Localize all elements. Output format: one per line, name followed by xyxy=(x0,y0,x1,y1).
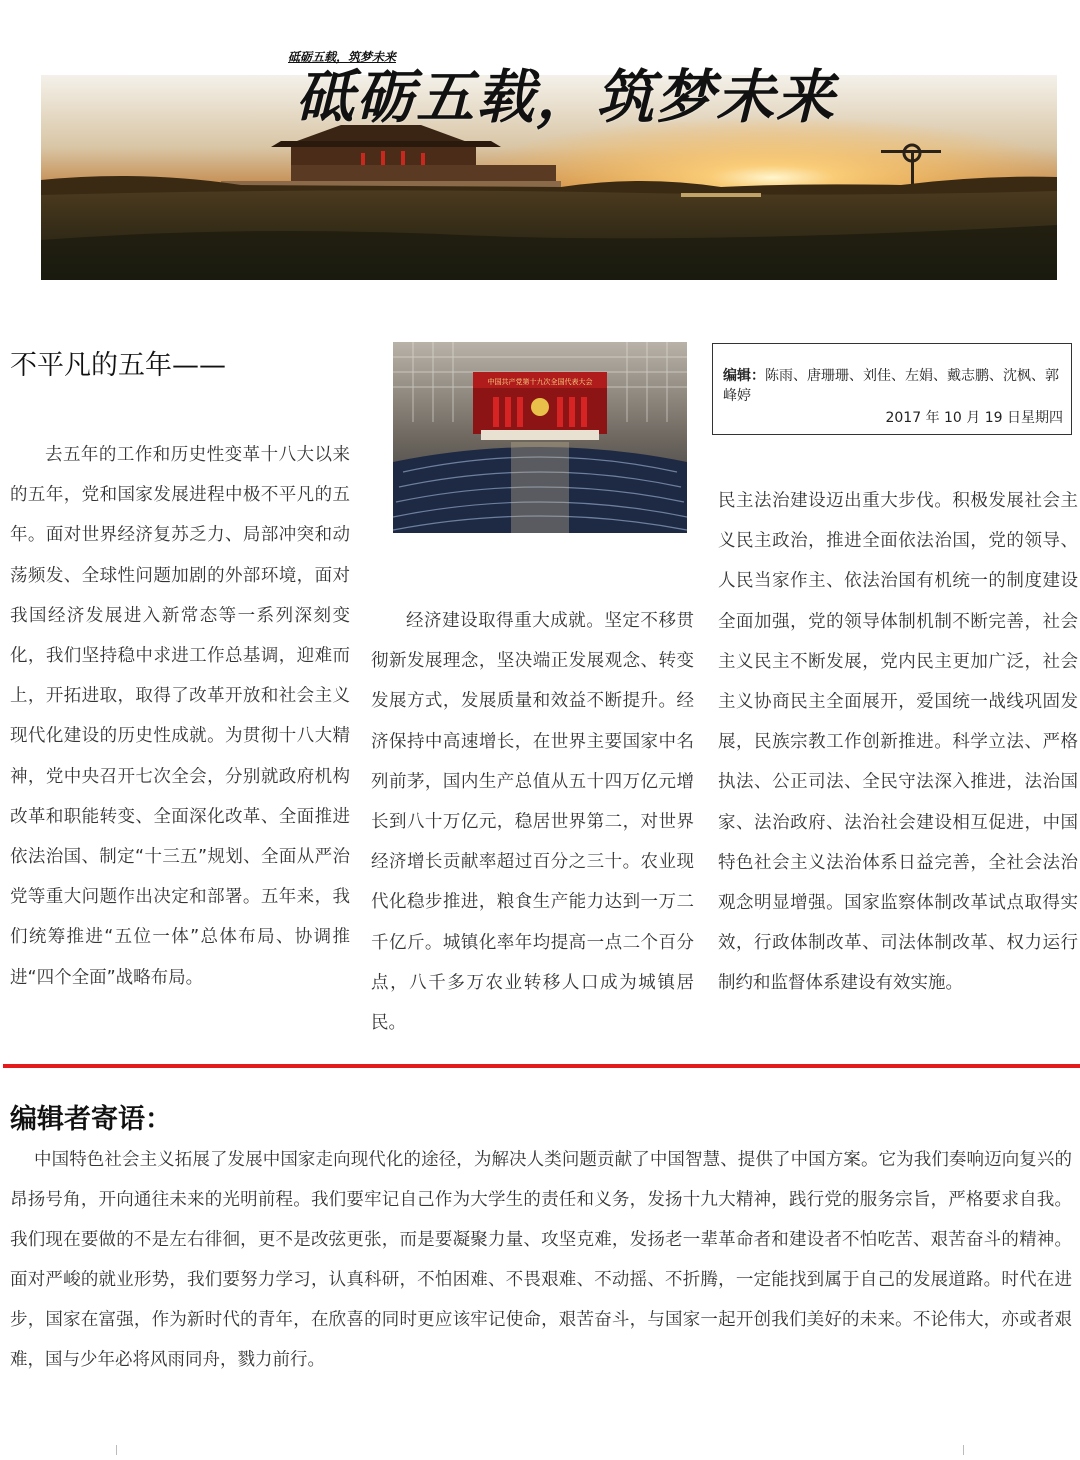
article-column-2: 经济建设取得重大成就。坚定不移贯彻新发展理念，坚决端正发展观念、转变发展方式，发展质量和效益不断提升。经济保持中高速增长，在世界主要国家中名列前茅，国内生产总值从五十四万亿元增长到八十万亿元，稳居世界第二，对世界经济增长贡献率超过百分之三十。农业现代化稳步推进，粮食生产能力达到一万二千亿斤。城镇化率年均提高一点二个百分点，八千多万农业转移人口成为城镇居民。 xyxy=(371,611,694,1034)
note-heading: 编辑者寄语： xyxy=(10,1104,172,1135)
issue-date: 2017 年 10 月 19 日星期四 xyxy=(885,410,1063,426)
hall-banner-text: 中国共产党第十九次全国代表大会 xyxy=(487,378,593,386)
congress-photo xyxy=(393,342,687,533)
page-margin-mark-left xyxy=(116,1445,117,1455)
editors-label: 编辑： xyxy=(723,368,765,384)
section-heading: 不平凡的五年—— xyxy=(10,350,226,381)
editors-names: 陈雨、唐珊珊、刘佳、左娟、戴志鹏、沈枫、郭峰婷 xyxy=(723,368,1059,404)
editors-line xyxy=(723,366,1063,406)
article-column-3: 民主法治建设迈出重大步伐。积极发展社会主义民主政治，推进全面依法治国，党的领导、人民当家作主、依法治国有机统一的制度建设全面加强，党的领导体制机制不断完善，社会主义民主不断发展，党内民主更加广泛，社会主义协商民主全面展开，爱国统一战线巩固发展，民族宗教工作创新推进。科学立法、严格执法、公正司法、全民守法深入推进，法治国家、法治政府、法治社会建设相互促进，中国特色社会主义法治体系日益完善，全社会法治观念明显增强。国家监察体制改革试点取得实效，行政体制改革、司法体制改革、权力运行制约和监督体系建设有效实施。 xyxy=(718,491,1078,994)
small-title: 砥砺五载，筑梦未来 xyxy=(288,50,397,64)
main-title: 砥砺五载，筑梦未来 xyxy=(296,63,837,131)
article-column-1: 去五年的工作和历史性变革十八大以来的五年，党和国家发展进程中极不平凡的五年。面对世界经济复苏乏力、局部冲突和动荡频发、全球性问题加剧的外部环境，面对我国经济发展进入新常态等一系列深刻变化，我们坚持稳中求进工作总基调，迎难而上，开拓进取，取得了改革开放和社会主义现代化建设的历史性成就。为贯彻十八大精神，党中央召开七次全会，分别就政府机构改革和职能转变、全面深化改革、全面推进依法治国、制定“十三五”规划、全面从严治党等重大问题作出决定和部署。五年来，我们统筹推进“五位一体”总体布局、协调推进“四个全面”战略布局。 xyxy=(10,445,350,988)
note-body: 中国特色社会主义拓展了发展中国家走向现代化的途径，为解决人类问题贡献了中国智慧、提供了中国方案。它为我们奏响迈向复兴的昂扬号角，开向通往未来的光明前程。我们要牢记自己作为大学生的责任和义务，发扬十九大精神，践行党的服务宗旨，严格要求自我。我们现在要做的不是左右徘徊，更不是改弦更张，而是要凝聚力量、攻坚克难，发扬老一辈革命者和建设者不怕吃苦、艰苦奋斗的精神。面对严峻的就业形势，我们要努力学习，认真科研，不怕困难、不畏艰难、不动摇、不折腾，一定能找到属于自己的发展道路。时代在进步，国家在富强，作为新时代的青年，在欣喜的同时更应该牢记使命，艰苦奋斗，与国家一起开创我们美好的未来。不论伟大，亦或者艰难，国与少年必将风雨同舟，戮力前行。 xyxy=(10,1150,1072,1370)
editors-box xyxy=(712,343,1072,435)
red-divider xyxy=(3,1064,1080,1068)
page-margin-mark-right xyxy=(963,1445,964,1455)
